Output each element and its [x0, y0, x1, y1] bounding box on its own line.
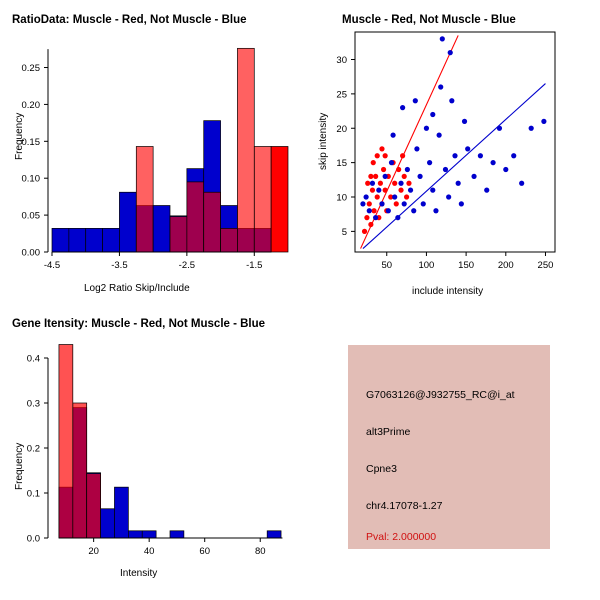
scatter-point — [394, 201, 399, 206]
histogram-bar-muscle — [271, 146, 288, 252]
x-tick-label: 200 — [497, 260, 514, 271]
scatter-point — [375, 194, 380, 199]
scatter-point — [541, 119, 546, 124]
scatter-xlabel: include intensity — [412, 286, 484, 297]
scatter-point — [376, 188, 381, 193]
scatter-point — [478, 153, 483, 158]
scatter-point — [456, 181, 461, 186]
histogram-bar-not-muscle — [69, 228, 86, 252]
x-tick-label: -3.5 — [111, 260, 128, 271]
scatter-point — [392, 181, 397, 186]
scatter-point — [471, 174, 476, 179]
scatter-point — [362, 229, 367, 234]
scatter-title: Muscle - Red, Not Muscle - Blue — [342, 14, 516, 26]
y-tick-label: 0.2 — [26, 443, 40, 455]
x-tick-label: 50 — [381, 260, 393, 271]
x-tick-label: 20 — [88, 546, 99, 557]
histogram-bar-not-muscle — [119, 192, 136, 252]
scatter-point — [413, 98, 418, 103]
scatter-point — [396, 167, 401, 172]
scatter-point — [365, 181, 370, 186]
y-tick-label: 5 — [341, 226, 347, 238]
scatter-point — [395, 215, 400, 220]
y-tick-label: 0.1 — [26, 488, 40, 500]
y-tick-label: 0.15 — [21, 136, 40, 148]
scatter-point — [368, 222, 373, 227]
scatter-point — [371, 208, 376, 213]
panel-gene-intensity-histogram — [0, 300, 300, 600]
scatter-point — [379, 201, 384, 206]
y-tick-label: 20 — [336, 123, 347, 135]
scatter-point — [386, 208, 391, 213]
x-tick-label: -1.5 — [246, 260, 263, 271]
scatter-point — [390, 133, 395, 138]
scatter-point — [490, 160, 495, 165]
scatter-point — [367, 201, 372, 206]
event-type-text: alt3Prime — [366, 426, 411, 438]
scatter-point — [400, 105, 405, 110]
scatter-point — [405, 167, 410, 172]
ratio-histogram-ylabel: Frequency — [14, 112, 25, 160]
scatter-point — [392, 194, 397, 199]
scatter-point — [378, 181, 383, 186]
scatter-point — [459, 201, 464, 206]
scatter-point — [381, 167, 386, 172]
locus-text: chr4.17078-1.27 — [366, 500, 443, 512]
scatter-point — [430, 112, 435, 117]
y-tick-label: 0.4 — [26, 353, 40, 365]
scatter-point — [371, 160, 376, 165]
scatter-point — [497, 126, 502, 131]
histogram-bar-muscle — [237, 48, 254, 252]
scatter-point — [430, 188, 435, 193]
scatter-plot — [300, 0, 600, 300]
scatter-point — [398, 181, 403, 186]
scatter-point — [402, 201, 407, 206]
y-tick-label: 0.05 — [21, 210, 40, 222]
scatter-point — [484, 188, 489, 193]
scatter-point — [375, 153, 380, 158]
histogram-bar-not-muscle — [103, 228, 120, 252]
scatter-point — [446, 194, 451, 199]
scatter-point — [424, 126, 429, 131]
scatter-ylabel: skip intensity — [318, 112, 329, 170]
gene-histogram-title: Gene Itensity: Muscle - Red, Not Muscle - Blue — [12, 318, 266, 330]
histogram-bar-not-muscle — [170, 531, 184, 538]
x-tick-label: -4.5 — [43, 260, 61, 271]
x-tick-label: 100 — [418, 260, 435, 271]
scatter-point — [400, 153, 405, 158]
histogram-bar-not-muscle — [142, 531, 156, 538]
histogram-bar-muscle — [204, 192, 221, 252]
pval-text: Pval: 2.000000 — [366, 531, 437, 543]
histogram-bar-muscle — [221, 228, 238, 252]
x-tick-label: -2.5 — [178, 260, 196, 271]
ratio-histogram-plot — [0, 0, 300, 300]
scatter-point — [519, 181, 524, 186]
histogram-bar-not-muscle — [114, 487, 128, 538]
scatter-point — [421, 201, 426, 206]
y-tick-label: 25 — [336, 89, 347, 101]
scatter-point — [462, 119, 467, 124]
x-tick-label: 60 — [199, 546, 210, 557]
probe-info-box — [348, 345, 550, 549]
histogram-bar-not-muscle — [153, 206, 170, 252]
gene-histogram-xlabel: Intensity — [120, 568, 158, 579]
scatter-point — [373, 174, 378, 179]
y-tick-label: 10 — [336, 192, 347, 204]
histogram-bar-muscle — [73, 403, 87, 538]
scatter-point — [402, 174, 407, 179]
scatter-point — [440, 36, 445, 41]
y-tick-label: 30 — [336, 55, 347, 66]
scatter-point — [448, 50, 453, 55]
scatter-point — [370, 181, 375, 186]
scatter-point — [465, 146, 470, 151]
scatter-point — [383, 153, 388, 158]
scatter-point — [368, 174, 373, 179]
probe-id-text: G7063126@J932755_RC@i_at — [366, 389, 515, 401]
scatter-point — [360, 201, 365, 206]
histogram-bar-muscle — [87, 474, 101, 538]
y-tick-label: 0.0 — [26, 533, 40, 545]
scatter-point — [427, 160, 432, 165]
x-tick-label: 80 — [254, 546, 266, 557]
scatter-point — [449, 98, 454, 103]
scatter-point — [364, 215, 369, 220]
scatter-point — [370, 188, 375, 193]
y-tick-label: 0.25 — [21, 63, 40, 75]
histogram-bar-muscle — [254, 146, 271, 252]
panel-ratio-histogram — [0, 0, 300, 300]
scatter-point — [414, 146, 419, 151]
y-tick-label: 15 — [336, 158, 347, 170]
scatter-point — [364, 194, 369, 199]
scatter-point — [411, 208, 416, 213]
scatter-point — [383, 174, 388, 179]
x-tick-label: 150 — [458, 260, 475, 271]
plot-frame — [355, 32, 555, 252]
scatter-point — [452, 153, 457, 158]
scatter-point — [443, 167, 448, 172]
scatter-point — [379, 146, 384, 151]
gene-histogram-ylabel: Frequency — [14, 442, 25, 490]
scatter-point — [503, 167, 508, 172]
scatter-point — [417, 174, 422, 179]
scatter-point — [438, 84, 443, 89]
histogram-bar-muscle — [187, 182, 204, 252]
regression-line — [363, 84, 546, 249]
scatter-point — [367, 208, 372, 213]
x-tick-label: 250 — [537, 260, 554, 271]
scatter-point — [383, 188, 388, 193]
y-tick-label: 0.00 — [21, 247, 40, 259]
histogram-bar-not-muscle — [128, 531, 142, 538]
panel-intensity-scatter — [300, 0, 600, 300]
histogram-bar-muscle — [136, 146, 153, 252]
histogram-bar-not-muscle — [52, 228, 69, 252]
y-tick-label: 0.3 — [26, 398, 40, 410]
scatter-point — [408, 188, 413, 193]
scatter-point — [373, 215, 378, 220]
y-tick-label: 0.10 — [21, 173, 40, 185]
scatter-point — [389, 160, 394, 165]
scatter-point — [511, 153, 516, 158]
histogram-bar-muscle — [59, 345, 73, 539]
ratio-histogram-title: RatioData: Muscle - Red, Not Muscle - Blue — [12, 14, 247, 26]
gene-name-text: Cpne3 — [366, 463, 397, 475]
gene-histogram-plot — [0, 300, 300, 600]
scatter-point — [404, 194, 409, 199]
histogram-bar-not-muscle — [101, 509, 115, 538]
scatter-point — [433, 208, 438, 213]
scatter-point — [398, 188, 403, 193]
histogram-bar-not-muscle — [86, 228, 103, 252]
scatter-point — [529, 126, 534, 131]
histogram-bar-not-muscle — [267, 531, 281, 538]
scatter-point — [406, 181, 411, 186]
histogram-bar-muscle — [170, 217, 187, 252]
y-tick-label: 0.20 — [21, 99, 40, 111]
x-tick-label: 40 — [143, 546, 155, 557]
scatter-point — [437, 133, 442, 138]
ratio-histogram-xlabel: Log2 Ratio Skip/Include — [84, 283, 190, 294]
